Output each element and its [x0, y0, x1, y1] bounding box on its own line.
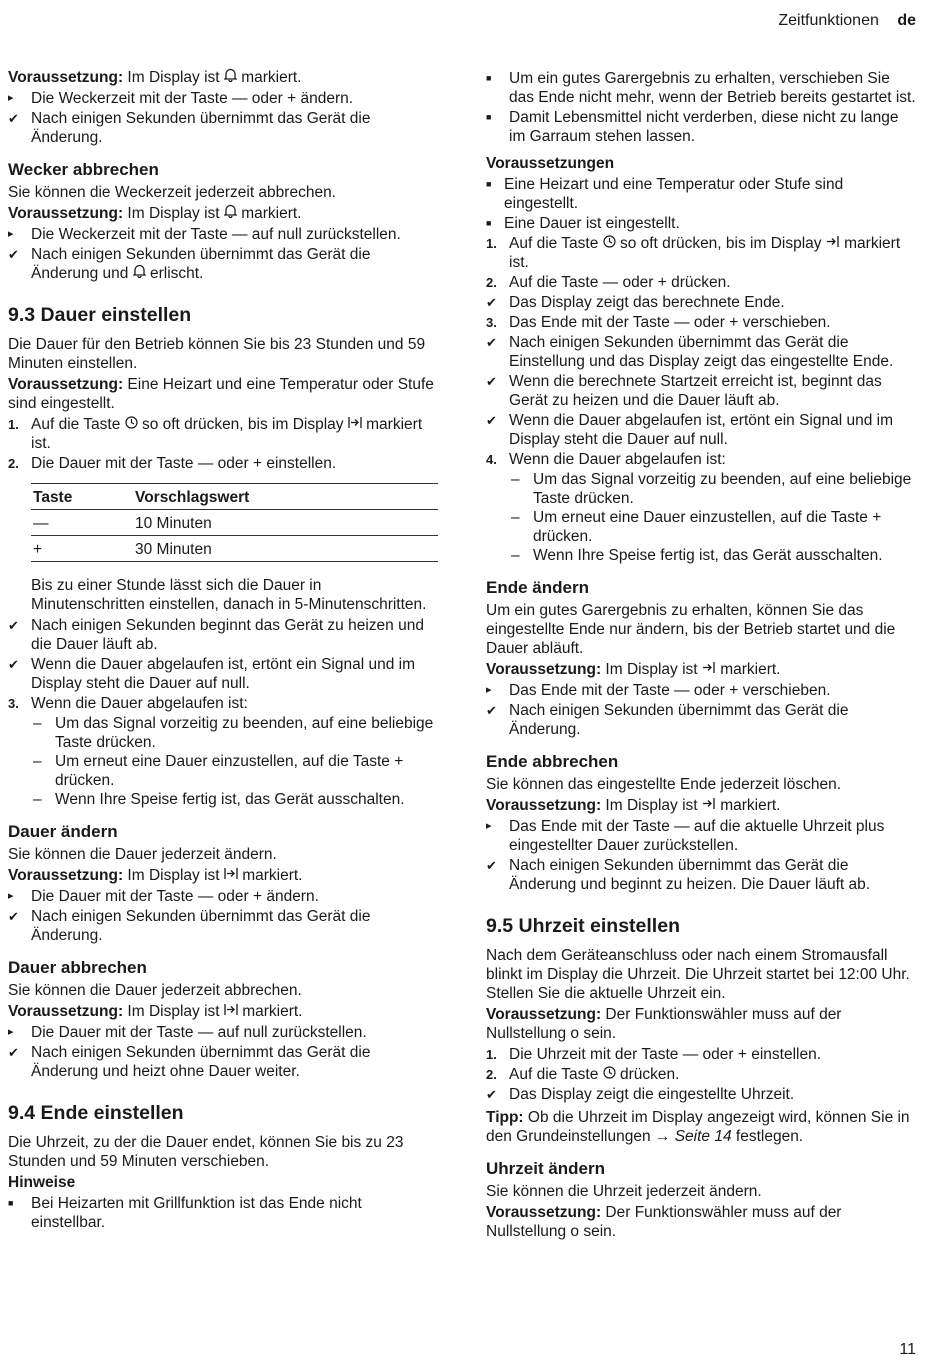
- result-step: [8, 655, 438, 693]
- text: Die Weckerzeit mit der Taste — auf null zurückstellen.: [31, 226, 401, 243]
- heading-dauer-aendern: Dauer ändern: [8, 822, 118, 841]
- precondition: [8, 866, 438, 885]
- text: markiert.: [236, 205, 302, 222]
- text: Wenn Ihre Speise fertig ist, das Gerät ausschalten.: [533, 547, 883, 564]
- check-icon: ✔: [486, 1087, 497, 1102]
- preconditions-heading: Voraussetzungen: [486, 155, 615, 172]
- precondition: [486, 796, 916, 815]
- heading-9-3: 9.3 Dauer einstellen: [8, 304, 192, 326]
- text: Um das Signal vorzeitig zu beenden, auf eine beliebige Taste drücken.: [533, 471, 912, 507]
- result-step: [486, 1085, 916, 1104]
- check-icon: ✔: [8, 657, 19, 672]
- page-header: [778, 11, 916, 30]
- action-step: [8, 1023, 438, 1042]
- result-step: [8, 245, 438, 283]
- text: Nach einigen Sekunden beginnt das Gerät zu heizen und die Dauer läuft ab.: [31, 617, 424, 653]
- check-icon: ✔: [8, 618, 19, 633]
- language-code: de: [897, 12, 916, 29]
- table-row: [31, 536, 438, 562]
- text: Wenn die Dauer abgelaufen ist, ertönt ein Signal und im Display steht die Dauer auf null.: [509, 412, 894, 448]
- result-step: [486, 293, 916, 312]
- square-bullet: ■: [486, 112, 492, 122]
- text: Nach einigen Sekunden übernimmt das Gerät die Änderung.: [31, 908, 371, 944]
- numbered-step: [486, 313, 916, 332]
- text: Bei Heizarten mit Grillfunktion ist das Ende nicht einstellbar.: [31, 1195, 362, 1231]
- check-icon: ✔: [486, 858, 497, 873]
- step-number: 1.: [486, 1047, 497, 1062]
- result-step: [486, 701, 916, 739]
- action-step: [486, 817, 916, 855]
- precondition-item: [486, 175, 916, 213]
- precondition-label: Voraussetzung:: [8, 867, 124, 884]
- table-header-row: [31, 484, 438, 510]
- heading-ende-abbrechen: Ende abbrechen: [486, 752, 619, 771]
- text: Die Uhrzeit mit der Taste — oder + einstellen.: [509, 1046, 822, 1063]
- check-icon: ✔: [486, 335, 497, 350]
- notes-label: [8, 1173, 438, 1192]
- arrow-icon: ▸: [8, 228, 14, 240]
- check-icon: ✔: [8, 111, 19, 126]
- precondition-item: [486, 214, 916, 233]
- text: Um ein gutes Garergebnis zu erhalten, verschieben Sie das Ende nicht mehr, wenn der Betrieb bereits gestartet ist.: [509, 70, 916, 106]
- text: markiert ist.: [31, 416, 423, 452]
- sub-item: [8, 714, 438, 752]
- numbered-step: [8, 415, 438, 453]
- precondition: [8, 375, 438, 413]
- check-icon: ✔: [486, 703, 497, 718]
- text: markiert ist.: [509, 235, 901, 271]
- paragraph: Bis zu einer Stunde lässt sich die Dauer in Minutenschritten einstellen, danach in 5-Minutenschritten.: [31, 577, 427, 613]
- text: Das Ende mit der Taste — oder + verschieben.: [509, 314, 831, 331]
- heading-ende-aendern: Ende ändern: [486, 578, 589, 597]
- action-step: [8, 887, 438, 906]
- precondition: [8, 204, 438, 223]
- arrow-icon: ▸: [486, 684, 492, 696]
- note-item: [486, 108, 916, 146]
- paragraph: Sie können die Dauer jederzeit ändern.: [8, 846, 277, 863]
- text: Ob die Uhrzeit im Display angezeigt wird, können Sie in den Grundeinstellungen: [486, 1109, 910, 1145]
- text: Die Dauer mit der Taste — oder + ändern.: [31, 888, 319, 905]
- end-icon: [702, 796, 716, 815]
- table-cell: 30 Minuten: [133, 536, 438, 562]
- precondition: [8, 1002, 438, 1021]
- dash-marker: –: [33, 791, 42, 808]
- column-header: Vorschlagswert: [133, 484, 438, 510]
- dash-marker: –: [511, 471, 520, 488]
- precondition: [8, 68, 438, 87]
- text: Im Display ist: [601, 797, 702, 814]
- text: Die Weckerzeit mit der Taste — oder + ändern.: [31, 90, 354, 107]
- step-number: 2.: [486, 1067, 497, 1082]
- note-item: [486, 69, 916, 107]
- bell-icon: [224, 68, 237, 87]
- heading-9-5: 9.5 Uhrzeit einstellen: [486, 915, 680, 937]
- text: erlischt.: [145, 265, 204, 282]
- text: so oft drücken, bis im Display: [137, 416, 348, 433]
- text: Nach einigen Sekunden übernimmt das Gerät die Änderung und: [31, 246, 371, 282]
- dash-marker: –: [33, 715, 42, 732]
- page-number: 11: [899, 1341, 916, 1358]
- preconditions-label: [486, 154, 916, 173]
- suggestion-table: [31, 483, 438, 562]
- result-step: [486, 333, 916, 371]
- check-icon: ✔: [486, 374, 497, 389]
- precondition-label: Voraussetzung:: [8, 69, 124, 86]
- arrow-icon: ▸: [8, 890, 14, 902]
- text: Wenn die Dauer abgelaufen ist, ertönt ein Signal und im Display steht die Dauer auf null.: [31, 656, 416, 692]
- bell-icon: [133, 264, 146, 283]
- end-icon: [826, 234, 840, 253]
- precondition-label: Voraussetzung:: [486, 797, 602, 814]
- text: Eine Heizart und eine Temperatur oder Stufe sind eingestellt.: [504, 176, 844, 212]
- action-step: [486, 681, 916, 700]
- paragraph: Nach dem Geräteanschluss oder nach einem Stromausfall blinkt im Display die Uhrzeit. Die Uhrzeit startet bei 12:00 Uhr. Stellen Sie die aktuelle Uhrzeit ein.: [486, 947, 910, 1002]
- sub-item: [8, 790, 438, 809]
- action-step: [8, 225, 438, 244]
- result-step: [8, 616, 438, 654]
- check-icon: ✔: [8, 247, 19, 262]
- text: Im Display ist: [123, 69, 224, 86]
- precondition: [486, 1005, 916, 1043]
- heading-dauer-abbrechen: Dauer abbrechen: [8, 958, 147, 977]
- text: Das Ende mit der Taste — auf die aktuelle Uhrzeit plus eingestellter Dauer zurückstellen.: [509, 818, 885, 854]
- table-row: [31, 510, 438, 536]
- duration-icon: [224, 1002, 238, 1021]
- text: festlegen.: [731, 1128, 804, 1145]
- text: Der Funktionswähler muss auf der Nullstellung o sein.: [486, 1006, 842, 1042]
- paragraph: Sie können das eingestellte Ende jederzeit löschen.: [486, 776, 842, 793]
- result-step: [486, 411, 916, 449]
- step-number: 2.: [8, 456, 19, 471]
- tip: [486, 1108, 916, 1146]
- check-icon: ✔: [486, 413, 497, 428]
- step-number: 4.: [486, 452, 497, 467]
- table-cell: +: [31, 536, 133, 562]
- paragraph: Die Uhrzeit, zu der die Dauer endet, können Sie bis zu 23 Stunden und 59 Minuten verschieben.: [8, 1134, 404, 1170]
- paragraph: Sie können die Dauer jederzeit abbrechen.: [8, 982, 302, 999]
- precondition-label: Voraussetzung:: [8, 205, 124, 222]
- heading-uhrzeit-aendern: Uhrzeit ändern: [486, 1159, 606, 1178]
- sub-item: [486, 546, 916, 565]
- text: Das Display zeigt die eingestellte Uhrzeit.: [509, 1086, 795, 1103]
- result-step: [486, 372, 916, 410]
- text: Die Dauer mit der Taste — oder + einstellen.: [31, 455, 337, 472]
- text: Das Ende mit der Taste — oder + verschieben.: [509, 682, 831, 699]
- precondition-label: Voraussetzung:: [8, 376, 124, 393]
- clock-icon: [125, 415, 138, 434]
- text: Im Display ist: [601, 661, 702, 678]
- paragraph: Die Dauer für den Betrieb können Sie bis 23 Stunden und 59 Minuten einstellen.: [8, 336, 426, 372]
- square-bullet: ■: [8, 1198, 14, 1208]
- sub-item: [486, 508, 916, 546]
- square-bullet: ■: [486, 218, 492, 228]
- text: Um das Signal vorzeitig zu beenden, auf eine beliebige Taste drücken.: [55, 715, 434, 751]
- result-step: [8, 907, 438, 945]
- text: Eine Dauer ist eingestellt.: [504, 215, 680, 232]
- check-icon: ✔: [8, 1045, 19, 1060]
- right-column: [486, 68, 916, 1243]
- text: Die Dauer mit der Taste — auf null zurückstellen.: [31, 1024, 367, 1041]
- numbered-step: [486, 273, 916, 292]
- heading-wecker-abbrechen: Wecker abbrechen: [8, 160, 159, 179]
- square-bullet: ■: [486, 73, 492, 83]
- text: Nach einigen Sekunden übernimmt das Gerät die Änderung.: [509, 702, 849, 738]
- heading-9-4: 9.4 Ende einstellen: [8, 1102, 184, 1124]
- clock-icon: [603, 1065, 616, 1084]
- page-reference-link[interactable]: → Seite 14: [654, 1128, 732, 1145]
- text: markiert.: [715, 661, 781, 678]
- text: Um erneut eine Dauer einzustellen, auf die Taste + drücken.: [533, 509, 882, 545]
- column-header: Taste: [31, 484, 133, 510]
- text: Nach einigen Sekunden übernimmt das Gerät die Änderung und heizt ohne Dauer weiter.: [31, 1044, 371, 1080]
- precondition-label: Voraussetzung:: [486, 1204, 602, 1221]
- dash-marker: –: [33, 753, 42, 770]
- clock-icon: [603, 234, 616, 253]
- text: Das Display zeigt das berechnete Ende.: [509, 294, 785, 311]
- result-step: [486, 856, 916, 894]
- text: Auf die Taste — oder + drücken.: [509, 274, 731, 291]
- precondition-label: Voraussetzung:: [486, 661, 602, 678]
- text: Auf die Taste: [31, 416, 125, 433]
- text: Im Display ist: [123, 867, 224, 884]
- text: Wenn die Dauer abgelaufen ist:: [31, 695, 248, 712]
- text: Nach einigen Sekunden übernimmt das Gerät die Änderung und beginnt zu heizen. Die Dauer läuft ab.: [509, 857, 871, 893]
- paragraph: Sie können die Uhrzeit jederzeit ändern.: [486, 1183, 762, 1200]
- notes-heading: Hinweise: [8, 1174, 76, 1191]
- table-cell: 10 Minuten: [133, 510, 438, 536]
- text: Im Display ist: [123, 1003, 224, 1020]
- precondition-label: Voraussetzung:: [8, 1003, 124, 1020]
- note-item: [8, 1194, 438, 1232]
- action-step: [8, 89, 438, 108]
- end-icon: [702, 660, 716, 679]
- duration-icon: [224, 866, 238, 885]
- step-number: 1.: [486, 236, 497, 251]
- step-number: 1.: [8, 417, 19, 432]
- text: markiert.: [237, 1003, 303, 1020]
- numbered-step: [8, 694, 438, 713]
- text: Um erneut eine Dauer einzustellen, auf die Taste + drücken.: [55, 753, 404, 789]
- arrow-icon: ▸: [8, 1026, 14, 1038]
- step-number: 2.: [486, 275, 497, 290]
- text: Wenn die berechnete Startzeit erreicht ist, beginnt das Gerät zu heizen und die Dauer läuft ab.: [509, 373, 882, 409]
- precondition: [486, 1203, 916, 1241]
- paragraph: Um ein gutes Garergebnis zu erhalten, können Sie das eingestellte Ende nur ändern, bis der Betrieb startet und die Dauer abläuft.: [486, 602, 896, 657]
- check-icon: ✔: [8, 909, 19, 924]
- numbered-step: [486, 234, 916, 272]
- tip-label: Tipp:: [486, 1109, 524, 1126]
- numbered-step: [8, 454, 438, 473]
- result-step: [8, 1043, 438, 1081]
- numbered-step: [486, 1045, 916, 1064]
- arrow-icon: ▸: [486, 820, 492, 832]
- table-cell: —: [31, 510, 133, 536]
- text: Nach einigen Sekunden übernimmt das Gerät die Einstellung und das Display zeigt das eingestellte Ende.: [509, 334, 894, 370]
- paragraph: Sie können die Weckerzeit jederzeit abbrechen.: [8, 184, 336, 201]
- text: Wenn Ihre Speise fertig ist, das Gerät ausschalten.: [55, 791, 405, 808]
- duration-icon: [348, 415, 362, 434]
- text: markiert.: [237, 867, 303, 884]
- text: so oft drücken, bis im Display: [615, 235, 826, 252]
- text: Eine Heizart und eine Temperatur oder Stufe sind eingestellt.: [8, 376, 434, 412]
- text: Auf die Taste: [509, 1066, 603, 1083]
- arrow-icon: ▸: [8, 92, 14, 104]
- text: Auf die Taste: [509, 235, 603, 252]
- square-bullet: ■: [486, 179, 492, 189]
- precondition: [486, 660, 916, 679]
- sub-item: [486, 470, 916, 508]
- text: markiert.: [236, 69, 302, 86]
- left-column: [8, 68, 438, 1233]
- check-icon: ✔: [486, 295, 497, 310]
- numbered-step: [486, 1065, 916, 1084]
- text: Nach einigen Sekunden übernimmt das Gerät die Änderung.: [31, 110, 371, 146]
- text: drücken.: [615, 1066, 680, 1083]
- step-number: 3.: [8, 696, 19, 711]
- section-title: Zeitfunktionen: [778, 12, 879, 29]
- step-number: 3.: [486, 315, 497, 330]
- text: markiert.: [715, 797, 781, 814]
- text: Der Funktionswähler muss auf der Nullstellung o sein.: [486, 1204, 842, 1240]
- sub-item: [8, 752, 438, 790]
- dash-marker: –: [511, 547, 520, 564]
- numbered-step: [486, 450, 916, 469]
- dash-marker: –: [511, 509, 520, 526]
- text: Im Display ist: [123, 205, 224, 222]
- precondition-label: Voraussetzung:: [486, 1006, 602, 1023]
- text: Wenn die Dauer abgelaufen ist:: [509, 451, 726, 468]
- text: Damit Lebensmittel nicht verderben, diese nicht zu lange im Garraum stehen lassen.: [509, 109, 899, 145]
- result-step: [8, 109, 438, 147]
- bell-icon: [224, 204, 237, 223]
